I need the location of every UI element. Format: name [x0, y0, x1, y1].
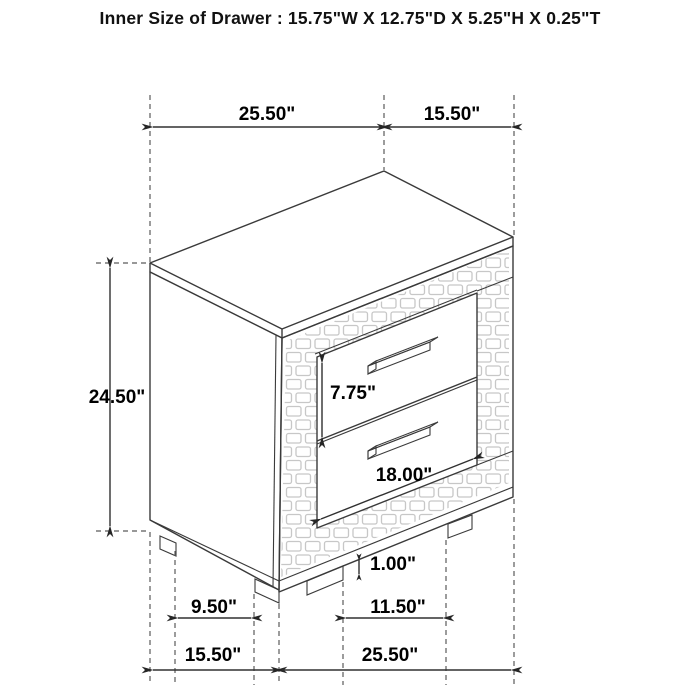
dim-top-width-label: 25.50"	[238, 104, 296, 125]
leg-side-left	[160, 536, 176, 556]
dim-drawer-width-label: 18.00"	[375, 465, 433, 486]
dim-height-label: 24.50"	[88, 387, 146, 408]
dim-front-leg-spacing-label: 11.50"	[370, 597, 426, 618]
leg-front-left	[307, 566, 343, 595]
dim-top-depth-label: 15.50"	[423, 104, 481, 125]
dim-side-leg-spacing-label: 9.50"	[191, 597, 237, 618]
page-title: Inner Size of Drawer : 15.75"W X 12.75"D X 5.25"H X 0.25"T	[99, 8, 601, 28]
dim-leg-height-label: 1.00"	[370, 554, 416, 575]
dim-bottom-depth-label: 15.50"	[184, 645, 242, 666]
dim-drawer-height-label: 7.75"	[330, 383, 376, 404]
dim-bottom-width-label: 25.50"	[361, 645, 419, 666]
